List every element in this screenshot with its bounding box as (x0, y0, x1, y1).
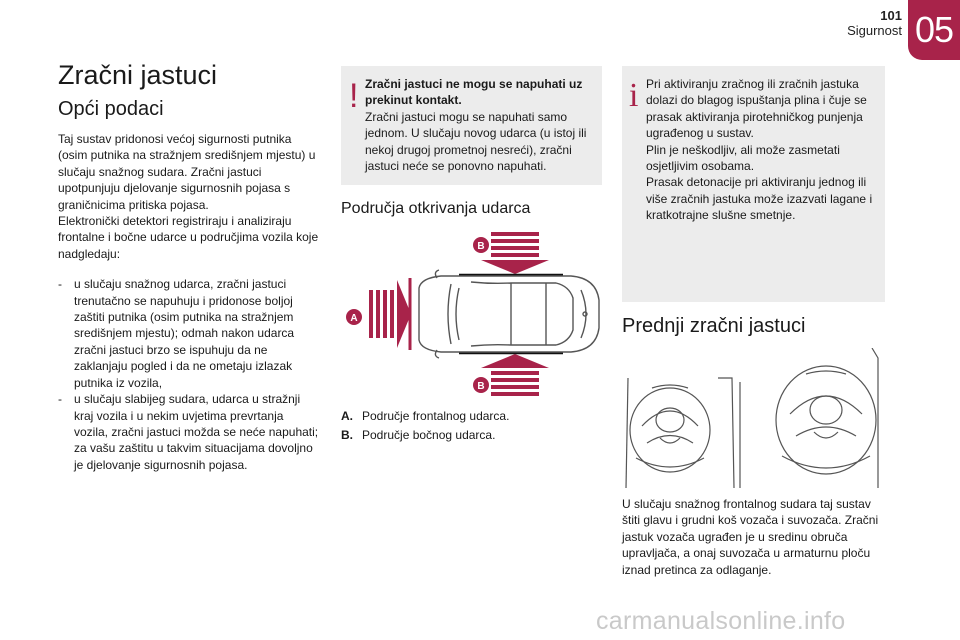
chapter-tab (908, 0, 960, 60)
warning-body: Zračni jastuci mogu se napuhati samo jednom. U slučaju novog udarca (u istoj ili nekoj drugoj prometnoj nesreći), zračni jastuci neće se ponovno napuhati. (365, 109, 587, 174)
front-airbags-illustration (622, 348, 884, 490)
general-list (58, 276, 320, 473)
list-item: - u slučaju snažnog udarca, zračni jastuci trenutačno se napuhuju i pridonose boljoj zaštiti putnika (osim putnika na stražnjem središnjem mjestu); odmah nakon udarca zračni jastuci brzo se ispuhuju da ne zaklanjaju pogled i da ne ometaju izlazak putnika iz vozila, (58, 277, 295, 390)
general-para-1: Taj sustav pridonosi većoj sigurnosti putnika (osim putnika na stražnjem središnjem mjestu) u slučaju snažnog sudara. Zračni jastuci upotpunjuju djelovanje sigurnosnih pojasa s graničnicima pritiska pojasa. (58, 132, 316, 212)
general-text (58, 131, 320, 473)
watermark: carmanualsonline.info (596, 607, 846, 635)
warning-text (365, 76, 595, 174)
marker-a-label: A (350, 313, 358, 324)
side-impact-arrows-bottom (481, 354, 549, 396)
front-impact-arrows (369, 280, 411, 348)
section-name: Sigurnost (847, 23, 902, 38)
diagram-legend (341, 408, 601, 443)
warning-bold: Zračni jastuci ne mogu se napuhati uz prekinut kontakt. (365, 77, 583, 108)
page-number: 101 (880, 8, 902, 23)
general-heading: Opći podaci (58, 98, 164, 120)
legend-item: A. Područje frontalnog udarca. (341, 409, 510, 423)
marker-b-top-label: B (477, 241, 485, 252)
warning-box (341, 66, 602, 185)
chapter-number: 05 (914, 9, 954, 50)
passenger-airbag-icon (776, 366, 876, 474)
info-box (622, 66, 885, 302)
legend-item: B. Područje bočnog udarca. (341, 428, 496, 442)
info-text (646, 76, 878, 224)
car-top-view-icon (419, 270, 599, 358)
info-para-1: Pri aktiviranju zračnog ili zračnih jastuka dolazi do blagog ispuštanja plina i čuje se prasak aktiviranja pirotehničkog punjenja ugrađenog u sustav. (646, 77, 867, 141)
info-icon: i (629, 77, 639, 114)
marker-b-bottom-label: B (477, 381, 485, 392)
info-para-3: Prasak detonacije pri aktiviranju jednog ili više zračnih jastuka može izazvati lagane i kratkotrajne slušne smetnje. (646, 175, 873, 223)
impact-diagram (341, 228, 611, 400)
detection-heading: Područja otkrivanja udarca (341, 200, 531, 217)
info-para-2: Plin je neškodljiv, ali može zasmetati osjetljivim osobama. (646, 142, 840, 174)
front-airbags-text: U slučaju snažnog frontalnog sudara taj sustav štiti glavu i grudni koš vozača i suvozača. Zračni jastuk vozača ugrađen je u sredinu obruča upravljača, a onaj suvozača u armaturnu ploču iznad pretinca za odlaganje. (622, 497, 879, 577)
warning-icon: ! (349, 77, 359, 115)
page-title: Zračni jastuci (58, 60, 218, 90)
front-airbags-heading: Prednji zračni jastuci (622, 315, 806, 337)
list-item: - u slučaju slabijeg sudara, udarca u stražnji kraj vozila i u nekim uvjetima prevrtanja vozila, zračni jastuci možda se neće napuhati; za vašu zaštitu u takvim situacijama dovoljno je djelovanje sigurnosnih pojasa. (58, 392, 319, 472)
driver-airbag-icon (630, 388, 710, 472)
side-impact-arrows-top (481, 232, 549, 274)
general-para-2: Elektronički detektori registriraju i analiziraju frontalne i bočne udarce u područjima vozila koje nadgledaju: (58, 214, 319, 261)
